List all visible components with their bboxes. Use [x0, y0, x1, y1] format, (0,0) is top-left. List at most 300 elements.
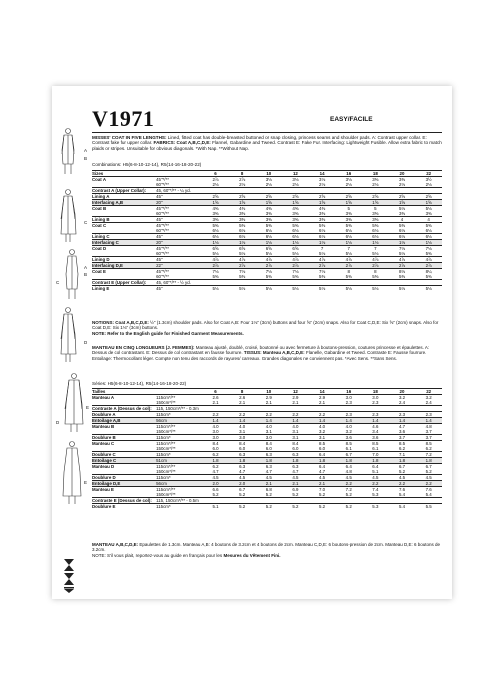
yardage-value: 5.5 [415, 504, 442, 510]
yardage-value: 2⅝ [282, 194, 309, 200]
coat-sketch-e-front [65, 374, 83, 433]
difficulty-level: EASY/FACILE [330, 116, 373, 123]
yardage-value: 5.2 [335, 504, 362, 510]
yardage-value: 5.3 [372, 492, 379, 497]
yardage-value: 1.8 [309, 458, 336, 464]
yardage-value: 5 [362, 206, 389, 212]
fabric-width: 45"*/** [156, 246, 202, 252]
yardage-value: 6.7 [389, 464, 416, 470]
sizes-label: Tailles [92, 389, 156, 395]
yardage-value: 5⅜ [398, 274, 406, 279]
fabric-width: 115cm* [156, 412, 202, 418]
row-label: Coat D [92, 246, 156, 252]
yardage-value: 3.6 [335, 435, 362, 441]
size-header: 16 [335, 389, 362, 395]
yardage-value: 6.3 [255, 452, 282, 458]
yardage-value: 6⅝ [229, 246, 256, 252]
yardage-value: 5.1 [372, 469, 379, 474]
yardage-value: 1⅝ [229, 200, 256, 206]
yardage-value: 5.2 [292, 492, 299, 497]
yardage-value: 8.5 [335, 441, 362, 447]
size-header: 8 [229, 389, 256, 395]
yardage-value: 2.1 [212, 400, 219, 405]
notions-label: NOTIONS: Coat A,B,C,D,E: [92, 320, 149, 325]
fabric-width: 22" [156, 263, 202, 269]
notions-english [92, 320, 442, 336]
fabric-width: 45" [156, 234, 202, 240]
yardage-value: 5⅛ [239, 251, 246, 256]
yardage-value: 3⅜ [309, 217, 336, 223]
fabric-width: 60"*/** [156, 274, 169, 279]
row-label: Contrast A (Upper Collar): [92, 188, 156, 194]
row-label: Manteau E [92, 487, 156, 493]
yardage-value: 5.2 [255, 504, 282, 510]
figure-label: C [56, 280, 60, 285]
yardage-value: 5⅜ [415, 223, 442, 229]
yardage-value: 3⅛ [335, 177, 362, 183]
fabric-width: 115cm*/** [156, 441, 202, 447]
notions-label-fr: MANTEAU A,B,C,D,E: [92, 542, 139, 547]
yardage-value: 6⅛ [239, 228, 246, 233]
coat-sketch-d-front [61, 308, 76, 363]
yardage-value: 3⅜ [282, 217, 309, 223]
fabric-width: 115, 150cm*/** - 0.5m [156, 498, 442, 504]
yardage-value: 2⅛ [265, 182, 272, 187]
yardage-value: 5⅜ [309, 223, 336, 229]
yardage-value: 1.4 [282, 418, 309, 424]
fabric-width: 115cm* [156, 475, 202, 481]
figure-label: A [84, 265, 88, 270]
row-label: Interfacing D,E [92, 263, 156, 269]
yardage-value: 3.0 [202, 435, 229, 441]
yardage-value: 6⅛ [309, 234, 336, 240]
yardage-value: 4⅞ [309, 257, 336, 263]
yardage-value: 5⅜ [319, 274, 326, 279]
yardage-value: 6.3 [255, 464, 282, 470]
yardage-value: 6⅛ [425, 228, 432, 233]
yardage-value: 5⅜ [265, 274, 272, 279]
size-header: 18 [362, 171, 389, 177]
row-label: Entoilage C [92, 458, 156, 464]
yardage-value: 4⅞ [415, 257, 442, 263]
yardage-value: 8⅛ [389, 269, 416, 275]
yardage-value: 4.6 [362, 424, 389, 430]
yardage-value: 2.1 [309, 481, 336, 487]
yardage-value: 7.6 [389, 487, 416, 493]
yardage-value: 7⅛ [255, 269, 282, 275]
yardage-value: 7⅛ [415, 246, 442, 252]
row-label: Coat C [92, 223, 156, 229]
yardage-value: 2.1 [282, 481, 309, 487]
notions-french [92, 542, 442, 558]
yardage-value: 3⅛ [282, 177, 309, 183]
yardage-value: 3⅜ [389, 177, 416, 183]
row-label: Manteau A [92, 395, 156, 401]
yardage-value: 1⅛ [282, 240, 309, 246]
row-label: Doublure A [92, 412, 156, 418]
yardage-value: 2⅝ [335, 194, 362, 200]
yardage-value: 1⅝ [282, 200, 309, 206]
yardage-value: 6.2 [202, 464, 229, 470]
yardage-value: 4.0 [309, 424, 336, 430]
yardage-value: 5⅜ [362, 223, 389, 229]
row-label: Coat A [92, 177, 156, 183]
yardage-value: 4.7 [319, 469, 326, 474]
yardage-value: 1⅛ [309, 240, 336, 246]
yardage-value: 2⅞ [362, 263, 389, 269]
yardage-value: 4.7 [212, 469, 219, 474]
yardage-value: 3⅜ [212, 211, 219, 216]
figure-label: D [56, 420, 60, 425]
row-label: Contrast E (Upper Collar): [92, 280, 156, 286]
fabric-width: 60"*/** [156, 211, 169, 216]
yardage-value: 3⅜ [372, 211, 379, 216]
yardage-value: 2.9 [309, 395, 336, 401]
yardage-value: 1.8 [389, 458, 416, 464]
row-label: Interfacing A,B [92, 200, 156, 206]
fabric-width: 45"*/** [156, 206, 202, 212]
yardage-value: 6.2 [398, 446, 406, 451]
yardage-value: 5⅜ [292, 274, 299, 279]
yardage-value: 2⅞ [229, 177, 256, 183]
yardage-value: 6.1 [345, 446, 352, 451]
yardage-value: 3⅜ [319, 211, 326, 216]
description-title-fr: MANTEAU EN CINQ LONGUEURS (J. FEMMES): [92, 345, 195, 350]
fabric-width: 45"*/** [156, 177, 202, 183]
yardage-value: 5⅛ [415, 206, 442, 212]
yardage-value: 5⅜ [212, 274, 219, 279]
yardage-value: 3⅜ [362, 177, 389, 183]
yardage-value: 3.1 [239, 429, 246, 434]
yardage-value: 8.4 [255, 441, 282, 447]
yardage-value: 1.4 [389, 418, 416, 424]
fabric-width: 150cm*/** [156, 492, 176, 497]
yardage-value: 3.7 [389, 435, 416, 441]
yardage-value: 5.2 [319, 492, 326, 497]
yardage-value: 5⅜ [372, 274, 379, 279]
yardage-value: 4⅜ [202, 206, 229, 212]
yardage-value: 6.6 [202, 487, 229, 493]
size-header: 8 [229, 171, 256, 177]
yardage-value: 1.8 [282, 458, 309, 464]
fabrics-label: FABRICS: Coat A,B,C,D,E: [153, 140, 211, 146]
yardage-value: 2.2 [335, 481, 362, 487]
yardage-value: 2.3 [389, 412, 416, 418]
yardage-value: 7.2 [335, 487, 362, 493]
yardage-value: 4.5 [255, 475, 282, 481]
yardage-value: 4⅞ [362, 257, 389, 263]
yardage-value: 3.2 [319, 429, 326, 434]
fabric-width: 45"*/** [156, 269, 202, 275]
yardage-value: 2.1 [255, 481, 282, 487]
yardage-value: 4.8 [415, 424, 442, 430]
yardage-value: 5⅛ [362, 286, 389, 292]
yardage-value: 6.0 [265, 446, 272, 451]
yardage-value: 6.0 [292, 446, 299, 451]
yardage-value: 1⅛ [389, 240, 416, 246]
yardage-value: 6⅛ [202, 234, 229, 240]
yardage-value: 1⅝ [415, 200, 442, 206]
yardage-value: 7.1 [389, 452, 416, 458]
yardage-value: 4 [415, 217, 442, 223]
fabric-width: 45" [156, 217, 202, 223]
yardage-value: 3.4 [372, 429, 379, 434]
fabric-width: 115cm*/** [156, 464, 202, 470]
row-label: Lining E [92, 286, 156, 292]
yardage-value: 1⅛ [415, 240, 442, 246]
yardage-value: 6⅛ [282, 234, 309, 240]
fabrics-label-fr: TISSUS: Manteau A,B,C,D,E: [243, 350, 305, 356]
yardage-value: 6.2 [202, 452, 229, 458]
yardage-value: 3.6 [362, 435, 389, 441]
description-english [92, 135, 442, 151]
yardage-value: 5.1 [202, 504, 229, 510]
yardage-value: 8¼ [415, 269, 442, 275]
yardage-value: 7⅛ [202, 269, 229, 275]
yardage-value: 2.3 [372, 400, 379, 405]
yardage-value: 6⅛ [335, 234, 362, 240]
description-french [92, 345, 442, 361]
yardage-value: 2.9 [282, 395, 309, 401]
row-label: Lining C [92, 234, 156, 240]
yardage-value: 8.5 [415, 441, 442, 447]
fabric-width: 45" [156, 286, 202, 292]
yardage-value: 5.2 [309, 504, 336, 510]
yardage-value: 8.5 [389, 441, 416, 447]
yardage-value: 8 [335, 269, 362, 275]
yardage-value: 2.0 [202, 481, 229, 487]
size-header: 14 [309, 171, 336, 177]
yardage-value: 6.7 [335, 452, 362, 458]
yardage-value: 2.2 [309, 412, 336, 418]
row-label: Doublure D [92, 475, 156, 481]
yardage-value: 2⅞ [389, 263, 416, 269]
yardage-value: 6.3 [229, 452, 256, 458]
yardage-value: 2⅞ [202, 177, 229, 183]
yardage-value: 5⅛ [345, 251, 352, 256]
fabrics-text-fr: Flanelle, Gabardine et Tweed. Contraste E: Fausse fourrure. Entoilage: Thermocollant léger. Compte non tenu des raccords de rayures/ carreaux. Grandes diagonales ne conviennent pas. *Avec Sens. **Sans Sens. [92, 350, 427, 361]
yardage-value: 2.2 [229, 412, 256, 418]
yardage-value: 1.8 [229, 458, 256, 464]
yardage-value: 2.4 [398, 400, 406, 405]
yardage-value: 4⅜ [255, 206, 282, 212]
yardage-value: 6⅝ [202, 246, 229, 252]
size-header: 10 [255, 389, 282, 395]
yardage-value: 2.1 [239, 400, 246, 405]
fabric-width: 115cm*/** [156, 424, 202, 430]
finished-measurements-note-fr-bold: Mesures du Vêtement Fini. [223, 552, 281, 558]
yardage-value: 5⅜ [335, 223, 362, 229]
fabric-width: 56cm [156, 418, 202, 424]
row-label: Entoilage D,E [92, 481, 156, 487]
fabric-width: 150cm*/** [156, 446, 176, 451]
yardage-value: 1.4 [202, 418, 229, 424]
yardage-value: 7.6 [415, 487, 442, 493]
yardage-value: 1⅝ [255, 200, 282, 206]
coat-sketch-a-back [66, 250, 78, 300]
yardage-value: 1⅝ [202, 200, 229, 206]
yardage-value: 6.4 [362, 464, 389, 470]
yardage-value: 4.7 [292, 469, 299, 474]
yardage-value: 7.2 [415, 452, 442, 458]
yardage-value: 5⅜ [425, 274, 432, 279]
yardage-value: 6.7 [415, 464, 442, 470]
yardage-value: 2⅛ [345, 182, 352, 187]
yardage-value: 3⅛ [255, 177, 282, 183]
yardage-value: 7⅛ [282, 269, 309, 275]
yardage-value: 6⅛ [319, 228, 326, 233]
table-row [92, 504, 442, 510]
yardage-value: 8.4 [202, 441, 229, 447]
finished-measurements-note-fr: NOTE: S'il vous plait, reportez-vous au guide en français pour les [92, 552, 223, 558]
yardage-value: 6⅛ [292, 228, 299, 233]
size-header: 16 [335, 171, 362, 177]
yardage-value: 8.5 [362, 441, 389, 447]
fabric-width: 56cm [156, 481, 202, 487]
yardage-value: 5⅜ [425, 251, 432, 256]
yardage-value: 5⅛ [255, 286, 282, 292]
yardage-value: 4.5 [282, 475, 309, 481]
yardage-value: 5⅛ [415, 286, 442, 292]
yardage-value: 6⅛ [372, 228, 379, 233]
row-label: Coat B [92, 206, 156, 212]
yardage-table-english [92, 170, 442, 291]
yardage-value: 4.0 [335, 424, 362, 430]
yardage-value: 1⅛ [362, 240, 389, 246]
coat-sketch-e-back [63, 442, 81, 505]
yardage-value: 3⅜ [425, 211, 432, 216]
garment-sketches [54, 124, 92, 554]
yardage-value: 2⅛ [398, 182, 406, 187]
yardage-value: 6⅝ [282, 246, 309, 252]
yardage-value: 2⅝ [415, 194, 442, 200]
yardage-value: 2.6 [202, 395, 229, 401]
fabric-width: 45" [156, 194, 202, 200]
figure-label: A [84, 148, 88, 153]
yardage-value: 4.5 [362, 475, 389, 481]
yardage-value: 3.7 [425, 429, 432, 434]
yardage-value: 2⅛ [212, 182, 219, 187]
yardage-value: 2.2 [362, 481, 389, 487]
yardage-value: 5⅛ [229, 286, 256, 292]
yardage-value: 5⅛ [398, 251, 406, 256]
yardage-value: 8.4 [229, 441, 256, 447]
yardage-value: 4⅜ [309, 206, 336, 212]
yardage-value: 6.9 [282, 487, 309, 493]
yardage-value: 2⅛ [292, 182, 299, 187]
yardage-value: 5⅛ [212, 251, 219, 256]
yardage-value: 6⅛ [362, 234, 389, 240]
header-rule [92, 132, 442, 133]
yardage-value: 5.2 [345, 492, 352, 497]
yardage-value: 4⅜ [229, 206, 256, 212]
notions-text-fr: Epaulettes de 1.3cm. Manteau A,B: 4 boutons de 3.2cm et 4 boutons de 2cm. Manteau C,D,E: 6 boutons-pression de 2cm. Manteau D,E: 6 boutons de 3.2cm. [92, 542, 441, 553]
yardage-value: 5.4 [389, 504, 416, 510]
yardage-value: 4⅞ [335, 257, 362, 263]
fabric-width: 51cm [156, 458, 202, 464]
yardage-value: 3.0 [255, 435, 282, 441]
yardage-value: 8 [362, 269, 389, 275]
description-text: Lined, fitted coat has double-breasted buttoned or snap closing, princess seams and shoulder pads. A: Contrast upper collar. E: Contrast fake fur upper collar. [92, 135, 427, 146]
yardage-value: 1⅝ [335, 200, 362, 206]
yardage-value: 6.7 [229, 487, 256, 493]
fabric-width: 115cm* [156, 435, 202, 441]
yardage-value: 3⅛ [309, 177, 336, 183]
yardage-value: 2⅝ [202, 194, 229, 200]
yardage-value: 1⅝ [309, 200, 336, 206]
yardage-value: 3.0 [212, 429, 219, 434]
yardage-value: 3⅜ [335, 217, 362, 223]
row-label: Manteau B [92, 424, 156, 430]
yardage-value: 1.4 [415, 418, 442, 424]
yardage-value: 5⅛ [319, 251, 326, 256]
yardage-value: 4.8 [345, 469, 352, 474]
yardage-value: 5⅜ [389, 223, 416, 229]
yardage-value: 3.7 [415, 435, 442, 441]
yardage-value: 2⅝ [309, 194, 336, 200]
yardage-value: 3.1 [292, 429, 299, 434]
yardage-value: 6.3 [229, 464, 256, 470]
yardage-value: 6⅛ [255, 234, 282, 240]
yardage-value: 2.9 [255, 395, 282, 401]
yardage-value: 3⅜ [229, 217, 256, 223]
yardage-value: 2.6 [229, 395, 256, 401]
yardage-value: 5.2 [398, 469, 406, 474]
yardage-value: 3⅜ [398, 211, 406, 216]
yardage-value: 6.3 [282, 464, 309, 470]
figure-label: B [84, 272, 88, 277]
pattern-number: V1971 [92, 106, 155, 131]
yardage-value: 2⅛ [425, 182, 432, 187]
yardage-value: 1⅛ [255, 240, 282, 246]
yardage-value: 4.5 [202, 475, 229, 481]
yardage-value: 4.5 [229, 475, 256, 481]
size-header: 12 [282, 171, 309, 177]
row-label: Contraste A (Dessus de col): [92, 406, 156, 412]
yardage-value: 5.3 [362, 504, 389, 510]
yardage-value: 1.8 [415, 458, 442, 464]
yardage-value: 1.4 [255, 418, 282, 424]
yardage-value: 7 [309, 246, 336, 252]
yardage-value: 4.5 [415, 475, 442, 481]
yardage-value: 2⅛ [319, 182, 326, 187]
fabric-width: 45, 60"*/** - ¼ yd. [156, 188, 442, 194]
fabric-width: 115cm* [156, 452, 202, 458]
yardage-value: 1⅝ [362, 200, 389, 206]
row-label: Doublure B [92, 435, 156, 441]
yardage-value: 3.1 [265, 429, 272, 434]
row-label: Lining D [92, 257, 156, 263]
sizes-label: Sizes [92, 171, 156, 177]
figure-label: E [84, 480, 88, 485]
yardage-value: 4⅜ [282, 206, 309, 212]
yardage-value: 2.1 [292, 400, 299, 405]
yardage-value: 2.0 [229, 481, 256, 487]
size-header: 20 [389, 171, 416, 177]
yardage-value: 3.2 [345, 429, 352, 434]
yardage-value: 5.2 [265, 492, 272, 497]
yardage-value: 7 [362, 246, 389, 252]
yardage-value: 5⅜ [282, 223, 309, 229]
yardage-value: 1.8 [362, 458, 389, 464]
figure-label: C [84, 220, 88, 225]
difficulty-symbol-icon [62, 557, 76, 595]
fabric-width: 115cm*/** [156, 487, 202, 493]
yardage-value: 6⅛ [398, 228, 406, 233]
yardage-value: 5⅛ [202, 286, 229, 292]
row-label: Doublure E [92, 504, 156, 510]
yardage-value: 4.5 [309, 475, 336, 481]
